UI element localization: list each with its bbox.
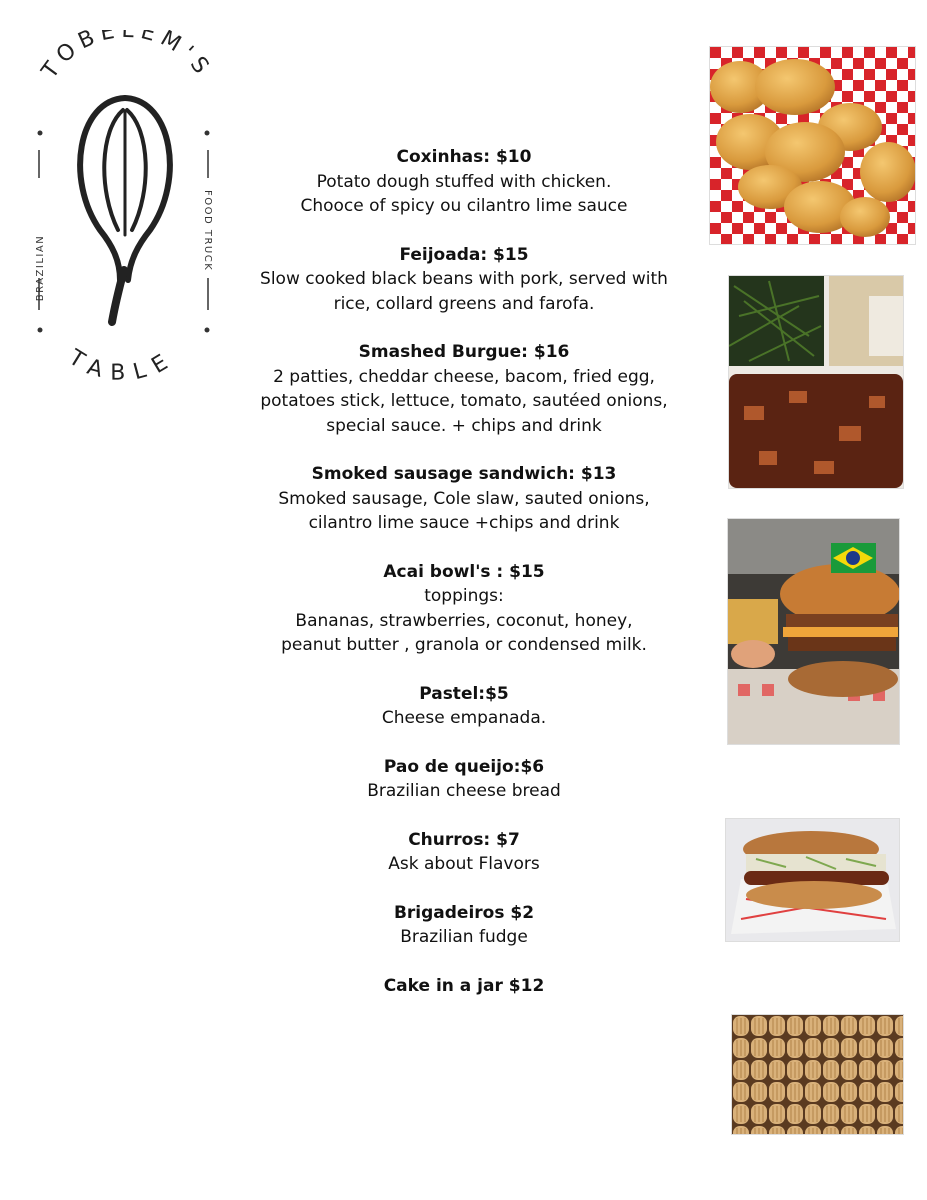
menu-item-description: Chooce of spicy ou cilantro lime sauce bbox=[300, 196, 628, 216]
menu-item bbox=[255, 901, 673, 950]
menu-item-title: Churros: $7 bbox=[408, 829, 520, 850]
menu-item-title: Coxinhas: $10 bbox=[396, 147, 532, 167]
feijoada-photo bbox=[728, 275, 904, 489]
menu-item-description: Ask about Flavors bbox=[388, 854, 540, 874]
brand-logo bbox=[20, 30, 230, 390]
menu-item bbox=[255, 560, 673, 658]
menu-item bbox=[255, 682, 673, 731]
menu-item bbox=[255, 340, 673, 438]
menu-item-title: Smoked sausage sandwich: $13 bbox=[311, 464, 617, 484]
menu-item-title: Acai bowl's : $15 bbox=[383, 561, 545, 582]
menu-item bbox=[255, 145, 673, 219]
logo-right-text: FOOD TRUCK bbox=[202, 190, 213, 272]
menu-item-description: potatoes stick, lettuce, tomato, sautéed onions, bbox=[260, 391, 668, 411]
logo-top-text: TOBELEM'S bbox=[37, 30, 217, 84]
menu-item-description: Slow cooked black beans with pork, served with bbox=[260, 269, 668, 289]
burger-photo bbox=[727, 518, 900, 745]
menu-item bbox=[255, 755, 673, 804]
menu-item-description: 2 patties, cheddar cheese, bacom, fried egg, bbox=[273, 366, 655, 387]
menu-item-description: Cheese empanada. bbox=[381, 708, 547, 728]
churros-photo bbox=[731, 1014, 904, 1135]
menu-item-description: Brazilian cheese bread bbox=[367, 781, 561, 801]
menu-item-description: peanut butter , granola or condensed milk. bbox=[281, 635, 647, 655]
sausage-sandwich-photo bbox=[725, 818, 900, 942]
menu-item-title: Pastel:$5 bbox=[419, 683, 509, 704]
menu-item-description: Smoked sausage, Cole slaw, sauted onions, bbox=[278, 488, 650, 509]
menu-item-title: Smashed Burgue: $16 bbox=[358, 342, 570, 362]
logo-left-text: BRAZILIAN bbox=[35, 234, 46, 302]
menu-item bbox=[255, 974, 673, 999]
menu-item-description: Potato dough stuffed with chicken. bbox=[316, 171, 612, 192]
menu-item-description: toppings: bbox=[424, 586, 504, 606]
menu-item-description: Brazilian fudge bbox=[400, 927, 528, 947]
logo-bottom-text: TABLE bbox=[64, 345, 181, 386]
whisk-logo-graphic bbox=[20, 30, 230, 390]
menu-item-description: cilantro lime sauce +chips and drink bbox=[308, 513, 620, 533]
menu-item-title: Brigadeiros $2 bbox=[393, 902, 535, 923]
coxinhas-photo bbox=[709, 46, 916, 245]
menu-item-description: special sauce. + chips and drink bbox=[326, 415, 602, 436]
menu-list bbox=[255, 145, 673, 1022]
menu-item-description: rice, collard greens and farofa. bbox=[333, 293, 595, 314]
menu-item bbox=[255, 243, 673, 317]
menu-item-title: Feijoada: $15 bbox=[399, 244, 529, 265]
menu-item-description: Bananas, strawberries, coconut, honey, bbox=[295, 610, 633, 631]
menu-item-title: Pao de queijo:$6 bbox=[383, 756, 545, 777]
menu-item bbox=[255, 462, 673, 536]
menu-item bbox=[255, 828, 673, 877]
menu-item-title: Cake in a jar $12 bbox=[383, 975, 545, 996]
